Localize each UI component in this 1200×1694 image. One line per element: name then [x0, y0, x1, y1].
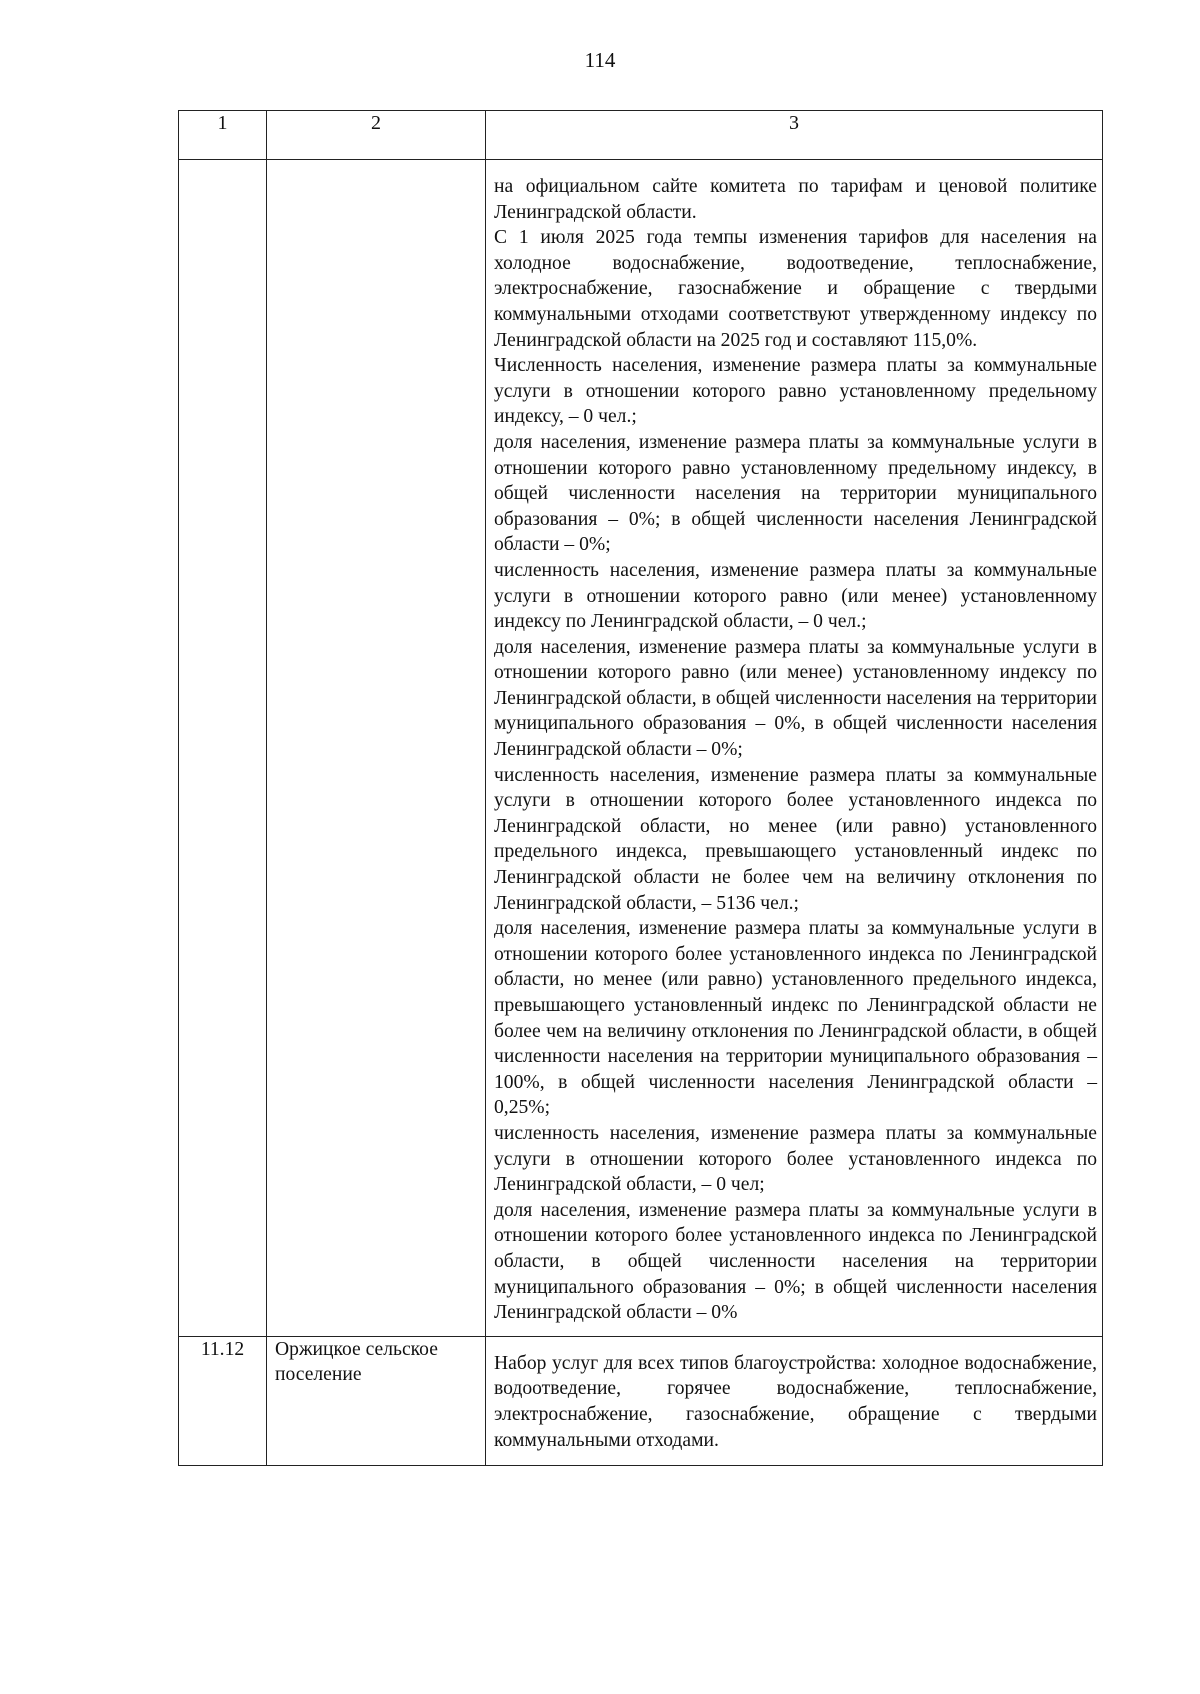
row2-settlement-cell: Оржицкое сельское поселение: [267, 1336, 486, 1465]
row1-description-cell: [486, 160, 1103, 1337]
page-number: 114: [584, 48, 616, 72]
paragraph: доля населения, изменение размера платы за коммунальные услуги в отношении которого равно (или менее) установленному индексу по Ленинградской области, в общей численности населения на территории муниципального образования – 0%, в общей численности населения Ленинградской области – 0%;: [494, 636, 1097, 761]
paragraph: С 1 июля 2025 года темпы изменения тарифов для населения на холодное водоснабжение, водоотведение, теплоснабжение, электроснабжение, газоснабжение и обращение с твердыми коммунальными отходами соответствуют утвержденному индексу по Ленинградской области на 2025 год и составляют 115,0%.: [494, 227, 1097, 351]
row2-description-cell: [486, 1336, 1103, 1465]
header-col-2: 2: [267, 111, 486, 160]
paragraph: численность населения, изменение размера платы за коммунальные услуги в отношении которого равно (или менее) установленному индексу по Ленинградской области, – 0 чел.;: [494, 559, 1097, 633]
table-header-row: [179, 111, 1103, 160]
header-col-1: 1: [179, 111, 267, 160]
data-table: [178, 110, 1103, 1466]
paragraph: на официальном сайте комитета по тарифам и ценовой политике Ленинградской области.: [494, 176, 1097, 223]
paragraph: Набор услуг для всех типов благоустройства: холодное водоснабжение, водоотведение, горячее водоснабжение, теплоснабжение, электроснабжение, газоснабжение, обращение с твердыми коммунальными отходами.: [494, 1352, 1097, 1451]
paragraph: доля населения, изменение размера платы за коммунальные услуги в отношении которого более установленного индекса по Ленинградской области, в общей численности населения на территории муниципального образования – 0%; в общей численности населения Ленинградской области – 0%: [494, 1199, 1097, 1324]
header-col-3: 3: [486, 111, 1103, 160]
row1-name-cell: [267, 160, 486, 1337]
paragraph: Численность населения, изменение размера платы за коммунальные услуги в отношении которого равно установленному предельному индексу, – 0 чел.;: [494, 355, 1097, 428]
row1-number-cell: [179, 160, 267, 1337]
paragraph: доля населения, изменение размера платы за коммунальные услуги в отношении которого равно установленному предельному индексу, в общей численности населения на территории муниципального образования – 0%; в общей численности населения Ленинградской области – 0%;: [494, 431, 1097, 556]
row2-number-cell: 11.12: [179, 1336, 267, 1465]
table-row: [179, 160, 1103, 1337]
paragraph: численность населения, изменение размера платы за коммунальные услуги в отношении которого более установленного индекса по Ленинградской области, – 0 чел;: [494, 1122, 1097, 1196]
table-row: [179, 1336, 1103, 1465]
paragraph: доля населения, изменение размера платы за коммунальные услуги в отношении которого более установленного индекса по Ленинградской области, но менее (или равно) установленного предельного индекса, превышающего установленный индекс по Ленинградской области не более чем на величину отклонения по Ленинградской области, в общей численности населения на территории муниципального образования – 100%, в общей численности населения Ленинградской области – 0,25%;: [494, 918, 1097, 1119]
paragraph: численность населения, изменение размера платы за коммунальные услуги в отношении которого более установленного индекса по Ленинградской области, но менее (или равно) установленного предельного индекса, превышающего установленный индекс по Ленинградской области не более чем на величину отклонения по Ленинградской области, – 5136 чел.;: [494, 764, 1097, 914]
